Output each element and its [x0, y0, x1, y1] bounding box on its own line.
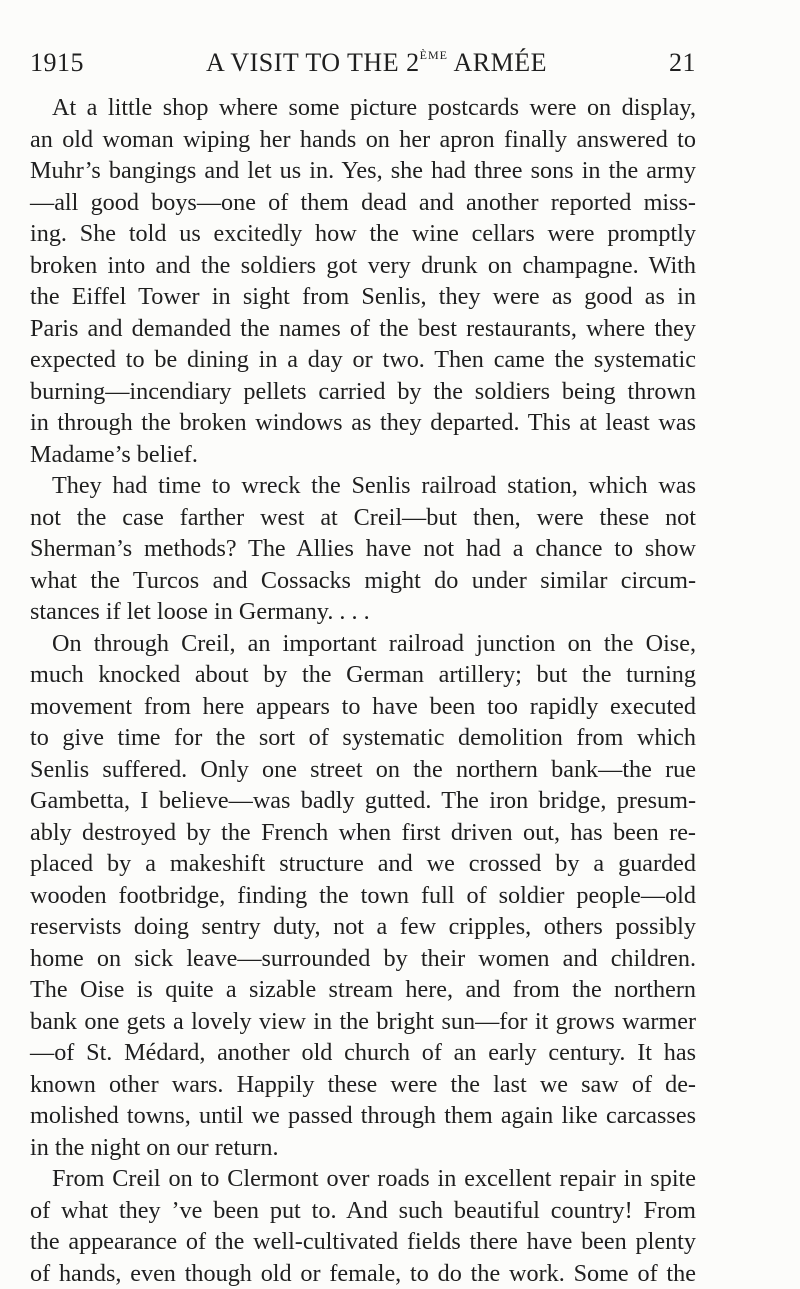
- text-line: molished towns, until we passed through them again like carcasses: [30, 1100, 696, 1132]
- text-line: bank one gets a lovely view in the bright sun—for it grows warmer: [30, 1006, 696, 1038]
- text-line: From Creil on to Clermont over roads in excellent repair in spite: [30, 1163, 696, 1195]
- text-line: much knocked about by the German artillery; but the turning: [30, 659, 696, 691]
- header-title-end: ARMÉE: [448, 48, 547, 77]
- text-line: what the Turcos and Cossacks might do under similar circum-: [30, 565, 696, 597]
- text-line: On through Creil, an important railroad junction on the Oise,: [30, 628, 696, 660]
- header-year: 1915: [30, 48, 84, 78]
- text-line: the Eiffel Tower in sight from Senlis, they were as good as in: [30, 281, 696, 313]
- text-line: known other wars. Happily these were the last we saw of de-: [30, 1069, 696, 1101]
- text-line: expected to be dining in a day or two. Then came the systematic: [30, 344, 696, 376]
- header-title-superscript: ÈME: [420, 48, 448, 62]
- text-line: Muhr’s bangings and let us in. Yes, she had three sons in the army: [30, 155, 696, 187]
- text-line: Gambetta, I believe—was badly gutted. The iron bridge, presum-: [30, 785, 696, 817]
- text-line: wooden footbridge, finding the town full of soldier people—old: [30, 880, 696, 912]
- text-line: Sherman’s methods? The Allies have not had a chance to show: [30, 533, 696, 565]
- text-line: At a little shop where some picture postcards were on display,: [30, 92, 696, 124]
- text-line: in the night on our return.: [30, 1132, 696, 1164]
- text-line: home on sick leave—surrounded by their women and children.: [30, 943, 696, 975]
- text-line: an old woman wiping her hands on her apron finally answered to: [30, 124, 696, 156]
- text-line: Paris and demanded the names of the best restaurants, where they: [30, 313, 696, 345]
- text-line: movement from here appears to have been too rapidly executed: [30, 691, 696, 723]
- text-line: in through the broken windows as they departed. This at least was: [30, 407, 696, 439]
- text-line: placed by a makeshift structure and we crossed by a guarded: [30, 848, 696, 880]
- text-line: of hands, even though old or female, to do the work. Some of the: [30, 1258, 696, 1289]
- text-line: to give time for the sort of systematic demolition from which: [30, 722, 696, 754]
- text-line: the appearance of the well-cultivated fields there have been plenty: [30, 1226, 696, 1258]
- header-title-main: A VISIT TO THE 2: [206, 48, 420, 77]
- running-header: [30, 48, 696, 78]
- text-line: ably destroyed by the French when first driven out, has been re-: [30, 817, 696, 849]
- text-line: —all good boys—one of them dead and another reported miss-: [30, 187, 696, 219]
- text-line: They had time to wreck the Senlis railroad station, which was: [30, 470, 696, 502]
- text-line: Senlis suffered. Only one street on the northern bank—the rue: [30, 754, 696, 786]
- text-line: Madame’s belief.: [30, 439, 696, 471]
- page-number: 21: [669, 48, 696, 78]
- text-line: not the case farther west at Creil—but then, were these not: [30, 502, 696, 534]
- text-line: The Oise is quite a sizable stream here, and from the northern: [30, 974, 696, 1006]
- text-line: broken into and the soldiers got very drunk on champagne. With: [30, 250, 696, 282]
- text-line: ing. She told us excitedly how the wine cellars were promptly: [30, 218, 696, 250]
- text-line: of what they ’ve been put to. And such beautiful country! From: [30, 1195, 696, 1227]
- header-title: [206, 48, 547, 78]
- text-line: reservists doing sentry duty, not a few cripples, others possibly: [30, 911, 696, 943]
- text-line: —of St. Médard, another old church of an early century. It has: [30, 1037, 696, 1069]
- text-line: burning—incendiary pellets carried by the soldiers being thrown: [30, 376, 696, 408]
- text-line: stances if let loose in Germany. . . .: [30, 596, 696, 628]
- body-text: [30, 92, 696, 1289]
